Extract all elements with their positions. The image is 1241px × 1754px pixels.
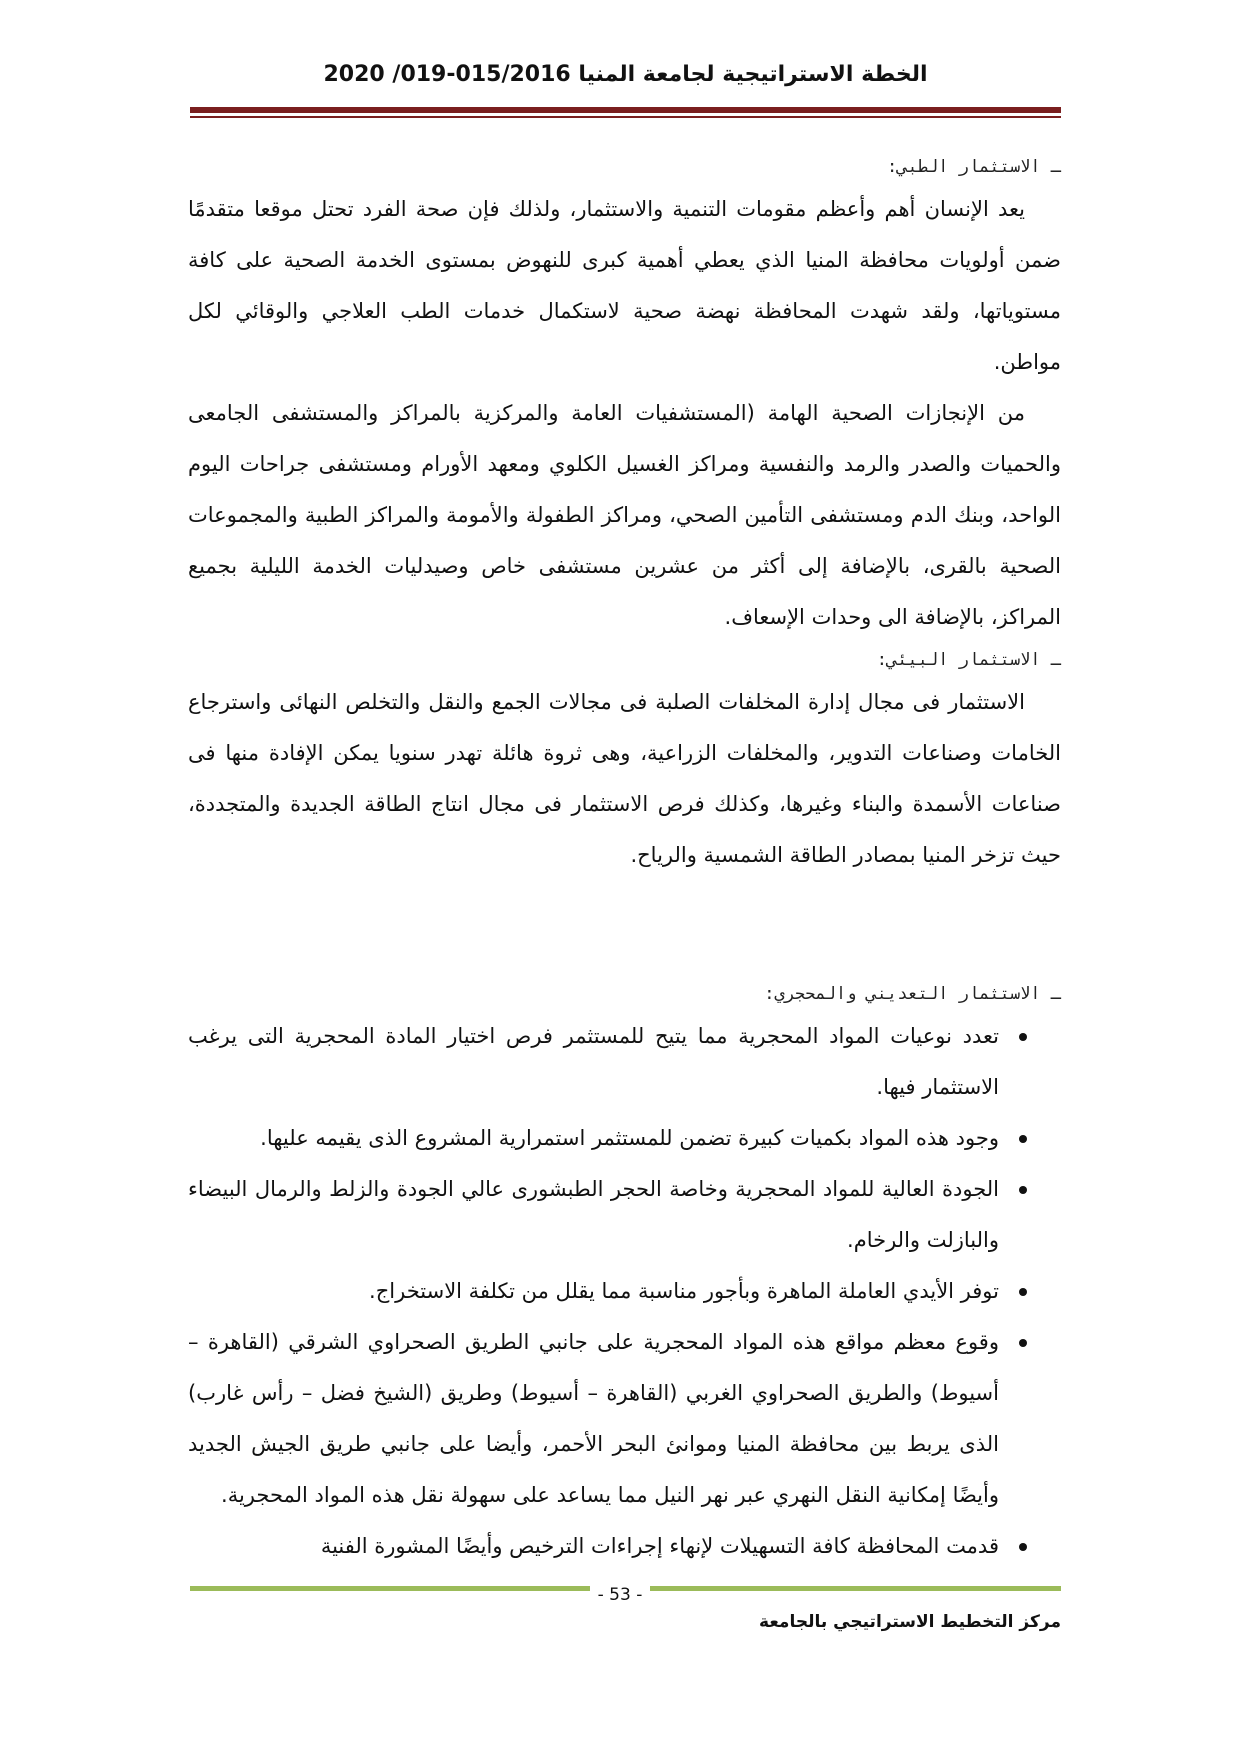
paragraph: من الإنجازات الصحية الهامة (المستشفيات العامة والمركزية بالمراكز والمستشفى الجامعى والحميات والصدر والرمد والنفسية ومراكز الغسيل الكلوي ومعهد الأورام ومستشفى جراحات اليوم الواحد، وبنك الدم ومستشفى التأمين الصحي، ومراكز الطفولة والأمومة والمراكز الطبية والمجموعات الصحية بالقرى، بالإضافة إلى أكثر من عشرين مستشفى خاص وصيدليات الخدمة الليلية بجميع المراكز، بالإضافة الى وحدات الإسعاف. [188, 401, 1061, 629]
list-item [188, 1521, 1025, 1572]
paragraph: يعد الإنسان أهم وأعظم مقومات التنمية والاستثمار، ولذلك فإن صحة الفرد تحتل موقعا متقدمًا ضمن أولويات محافظة المنيا الذي يعطي أهمية كبرى للنهوض بمستوى الخدمة الصحية على كافة مستوياتها، ولقد شهدت المحافظة نهضة صحية لاستكمال خدمات الطب العلاجي والوقائي لكل مواطن. [188, 197, 1061, 374]
list-item [188, 1317, 1025, 1521]
page-number: - 53 - [590, 1584, 650, 1606]
header-divider-thin [190, 116, 1061, 118]
bullet-icon [1019, 1339, 1027, 1347]
list-item-text: قدمت المحافظة كافة التسهيلات لإنهاء إجراءات الترخيص وأيضًا المشورة الفنية [320, 1534, 999, 1558]
list-item-text: توفر الأيدي العاملة الماهرة وبأجور مناسبة مما يقلل من تكلفة الاستخراج. [369, 1279, 999, 1303]
document-body [188, 150, 1061, 1572]
list-item-text: وقوع معظم مواقع هذه المواد المحجرية على جانبي الطريق الصحراوي الشرقي (القاهرة – أسيوط) والطريق الصحراوي الغربي (القاهرة – أسيوط) وطريق (الشيخ فضل – رأس غارب) الذى يربط بين محافظة المنيا وموانئ البحر الأحمر، وأيضا على جانبي طريق الجيش الجديد وأيضًا إمكانية النقل النهري عبر نهر النيل مما يساعد على سهولة نقل هذه المواد المحجرية. [188, 1330, 999, 1507]
list-item-text: وجود هذه المواد بكميات كبيرة تضمن للمستثمر استمرارية المشروع الذى يقيمه عليها. [260, 1126, 999, 1150]
list-item-text: تعدد نوعيات المواد المحجرية مما يتيح للمستثمر فرص اختيار المادة المحجرية التى يرغب الاستثمار فيها. [188, 1024, 999, 1099]
list-item-text: الجودة العالية للمواد المحجرية وخاصة الحجر الطبشورى عالي الجودة والزلط والرمال البيضاء والبازلت والرخام. [188, 1177, 999, 1252]
bullet-icon [1019, 1135, 1027, 1143]
section-title-mining: ـ الاستثمار التعديني والمحجري: [764, 984, 1061, 1004]
bullet-icon [1019, 1543, 1027, 1551]
section-title-environmental: ـ الاستثمار البيئي: [876, 650, 1061, 670]
bullet-icon [1019, 1288, 1027, 1296]
list-item [188, 1011, 1025, 1113]
blank-space [188, 881, 1061, 977]
list-item [188, 1164, 1025, 1266]
section-title-medical: ـ الاستثمار الطبي: [887, 157, 1061, 177]
paragraph: الاستثمار فى مجال إدارة المخلفات الصلبة فى مجالات الجمع والنقل والتخلص النهائى واسترجاع الخامات وصناعات التدوير، والمخلفات الزراعية، وهى ثروة هائلة تهدر سنويا يمكن الإفادة منها فى صناعات الأسمدة والبناء وغيرها، وكذلك فرص الاستثمار فى مجال انتاج الطاقة الجديدة والمتجددة، حيث تزخر المنيا بمصادر الطاقة الشمسية والرياح. [188, 690, 1061, 867]
footer-text: مركز التخطيط الاستراتيجي بالجامعة [759, 1612, 1061, 1632]
bullet-icon [1019, 1186, 1027, 1194]
bullet-list [188, 1011, 1061, 1572]
bullet-icon [1019, 1033, 1027, 1041]
page-header-title: الخطة الاستراتيجية لجامعة المنيا 015/2016-019/ 2020 [323, 62, 928, 87]
list-item [188, 1266, 1025, 1317]
list-item [188, 1113, 1025, 1164]
header-divider [190, 107, 1061, 113]
